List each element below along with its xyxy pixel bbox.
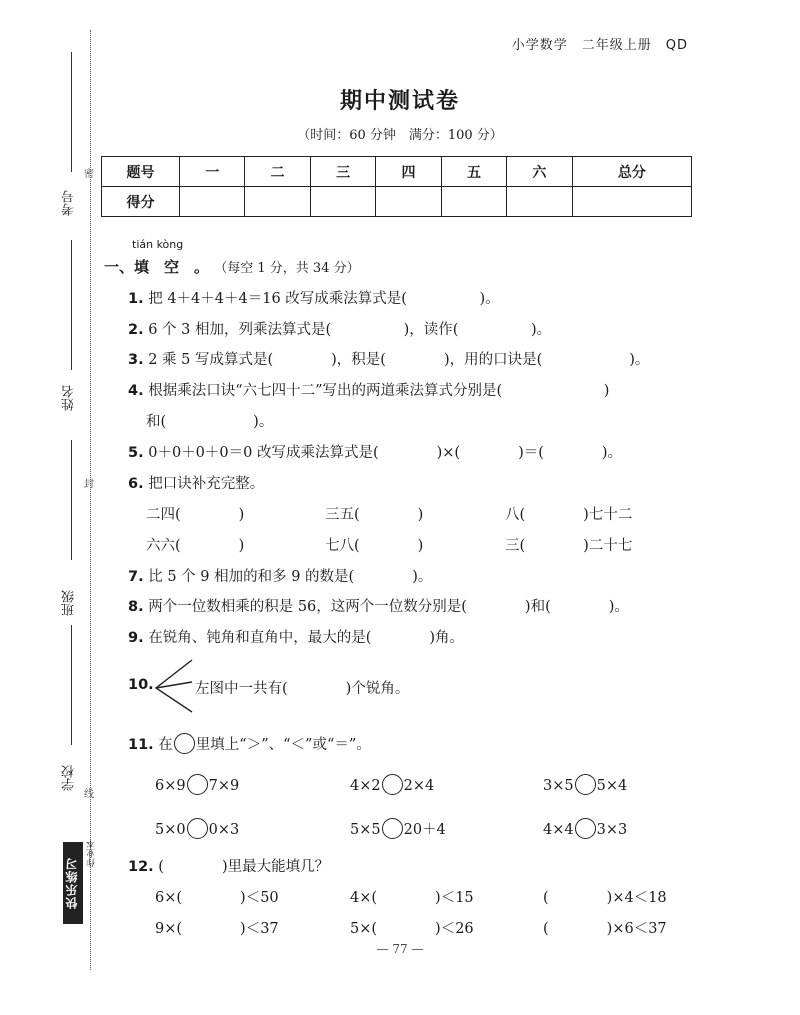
score-cell: 三 [310,157,375,187]
question-5 [128,441,622,462]
question-text: 6 个 3 相加，列乘法算式是( )，读作( )。 [148,322,552,338]
score-table-score-row [102,187,692,217]
question-text-pre: 在 [158,737,173,753]
exam-no-line[interactable] [71,52,72,172]
series-label: 小学数学 二年级上册 QD [511,38,688,53]
question-number: 3. [128,352,144,368]
compare-left: 5×0 [155,822,186,838]
question-text: 比 5 个 9 相加的和多 9 的数是( )。 [148,569,433,585]
fill-item: 9×( )＜37 [155,921,279,937]
brand-logo: 快乐练习 [63,842,83,924]
class-line[interactable] [71,440,72,560]
score-cell: 五 [441,157,506,187]
question-text: ( )里最大能填几？ [158,859,330,875]
compare-right: 20＋4 [403,822,446,838]
compare-right: 7×9 [208,778,240,794]
compare-left: 3×5 [543,778,574,794]
compare-item [543,818,627,839]
section-pinyin: tián kòng [132,238,184,251]
exam-time-info: （时间：60 分钟 满分：100 分） [297,128,503,143]
compare-right: 0×3 [208,822,240,838]
question-2 [128,318,551,339]
question-7 [128,565,432,586]
compare-item [350,774,434,795]
exam-no-label: 考号 [62,190,77,216]
score-cell: 四 [376,157,441,187]
compare-right: 5×4 [596,778,628,794]
compare-answer-circle[interactable] [187,818,208,839]
rhyme-item: 二四( ) [146,507,245,523]
score-cell: 六 [507,157,572,187]
score-cell: 二 [245,157,310,187]
compare-left: 6×9 [155,778,186,794]
compare-left: 4×4 [543,822,574,838]
question-text: 根据乘法口诀“六七四十二”写出的两道乘法算式分别是( ) [148,383,610,399]
question-3 [128,348,649,369]
fill-item: 4×( )＜15 [350,890,474,906]
fill-item: ( )×4＜18 [543,890,667,906]
compare-right: 3×3 [596,822,628,838]
rhyme-item: 六六( ) [146,538,245,554]
compare-item [155,774,239,795]
score-entry[interactable] [441,187,506,217]
question-12 [128,855,329,876]
fill-item: 6×( )＜50 [155,890,279,906]
rhyme-item: 七八( ) [325,538,424,554]
seal-xian: 线 [84,789,94,800]
compare-circle-icon [174,733,195,754]
compare-answer-circle[interactable] [382,818,403,839]
class-label: 班级 [62,590,77,616]
score-entry[interactable] [376,187,441,217]
question-text: 把口诀补充完整。 [148,476,265,492]
score-entry[interactable] [245,187,310,217]
section-title-text: 一、填 空 。 [104,258,210,276]
compare-item [350,818,446,839]
score-entry[interactable] [507,187,572,217]
question-text: 0＋0＋0＋0＝0 改写成乘法算式是( )×( )＝( )。 [148,445,623,461]
fill-item: ( )×6＜37 [543,921,667,937]
question-1 [128,287,500,308]
question-text: 两个一位数相乘的积是 56，这两个一位数分别是( )和( )。 [148,599,629,615]
seal-feng: 封 [84,479,94,490]
question-number: 5. [128,445,144,461]
question-9 [128,626,464,647]
section-title [104,256,360,277]
name-line[interactable] [71,240,72,370]
question-number: 8. [128,599,144,615]
seal-mi: 密 [84,169,94,180]
compare-item [155,818,239,839]
question-10-number-wrap [128,677,154,693]
fill-item: 5×( )＜26 [350,921,474,937]
compare-answer-circle[interactable] [575,774,596,795]
question-text: 在锐角、钝角和直角中，最大的是( )角。 [148,630,465,646]
question-number: 10. [128,677,154,693]
rhyme-item: 三五( ) [325,507,424,523]
name-label: 姓名 [62,385,77,411]
question-10-text: 左图中一共有( )个锐角。 [195,681,410,697]
question-11 [128,733,371,754]
score-entry[interactable] [310,187,375,217]
score-cell: 一 [180,157,245,187]
page-title: 期中测试卷 [339,89,460,114]
score-cell: 题号 [102,157,180,187]
triangle-angles-figure [154,658,194,714]
question-8 [128,595,629,616]
section-score-note: （每空 1 分，共 34 分） [214,261,360,276]
question-number: 2. [128,322,144,338]
question-number: 1. [128,291,144,307]
rhyme-item: 三( )二十七 [505,538,633,554]
compare-left: 5×5 [350,822,381,838]
page-number: — 77 — [376,942,424,956]
score-table [101,156,692,217]
rhyme-item: 八( )七十二 [505,507,633,523]
question-4 [128,379,609,400]
compare-answer-circle[interactable] [187,774,208,795]
score-entry[interactable] [572,187,691,217]
question-text: 2 乘 5 写成算式是( )，积是( )，用的口诀是( )。 [148,352,650,368]
question-text-post: 里填上“＞”、“＜”或“＝”。 [195,737,371,753]
question-number: 12. [128,859,154,875]
question-number: 9. [128,630,144,646]
compare-answer-circle[interactable] [575,818,596,839]
question-text: 把 4＋4＋4＋4＝16 改写成乘法算式是( )。 [148,291,500,307]
question-number: 7. [128,569,144,585]
question-number: 6. [128,476,144,492]
question-number: 11. [128,737,154,753]
compare-item [543,774,627,795]
score-cell: 得分 [102,187,180,217]
compare-left: 4×2 [350,778,381,794]
compare-right: 2×4 [403,778,435,794]
score-table-header-row [102,157,692,187]
brand-logo-sub: 作业本 [87,840,97,867]
question-number: 4. [128,383,144,399]
score-cell: 总分 [572,157,691,187]
school-label: 学校 [62,765,77,791]
question-4-line2: 和( )。 [146,414,274,430]
compare-answer-circle[interactable] [382,774,403,795]
school-line[interactable] [71,625,72,745]
score-entry[interactable] [180,187,245,217]
question-6 [128,472,264,493]
